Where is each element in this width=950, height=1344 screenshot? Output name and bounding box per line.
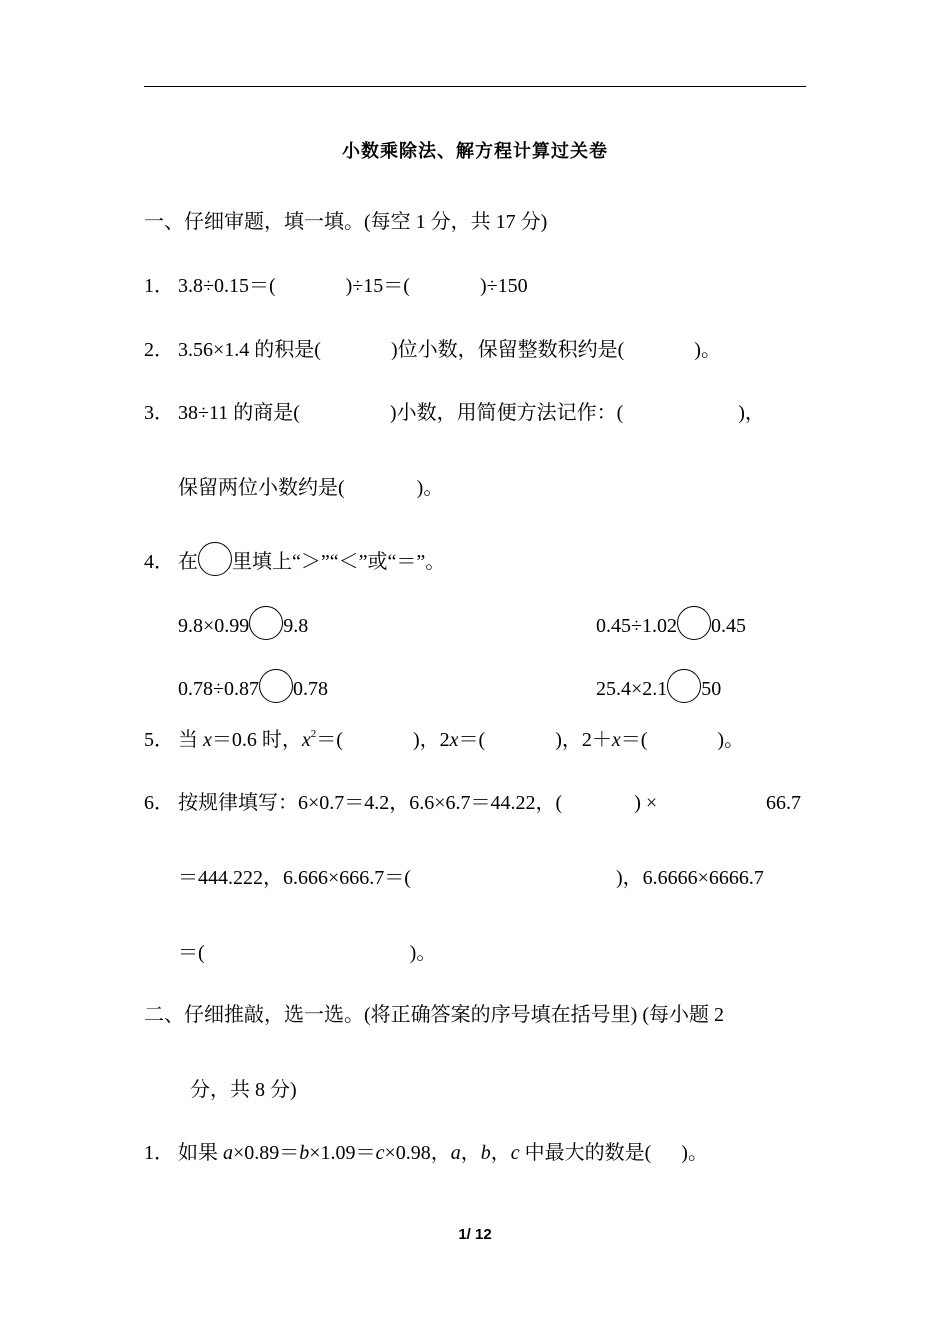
question-6: 6． 按规律填写：6×0.7＝4.2，6.6×6.7＝44.22，( ) × [144,792,658,814]
question-number: 4． [144,551,174,573]
question-6-line3: ＝( )。 [178,942,437,964]
question-1: 1． 3.8÷0.15＝( )÷15＝( )÷150 [144,275,528,297]
question-number: 1． [144,275,174,297]
section2-heading-line2: 分，共 8 分) [190,1079,297,1101]
question-3-line2: 保留两位小数约是( )。 [178,477,444,499]
page-title: 小数乘除法、解方程计算过关卷 [342,141,608,162]
section2-heading: 二、仔细推敲，选一选。(将正确答案的序号填在括号里) (每小题 2 [144,1004,724,1026]
question-number: 6． [144,792,174,814]
question-number: 3． [144,402,174,424]
question-6-line2: ＝444.222，6.666×666.7＝( )，6.6666×6666.7 [178,867,764,889]
answer-circle[interactable] [677,606,711,640]
compare-item: 0.78÷0.87 0.78 [178,669,328,703]
compare-item: 0.45÷1.02 0.45 [596,606,746,640]
question-number: 5． [144,729,174,751]
compare-item: 25.4×2.1 50 [596,669,721,703]
header-rule [144,86,806,87]
question-2: 2． 3.56×1.4 的积是( )位小数，保留整数积约是( )。 [144,339,721,361]
compare-circle-icon [198,542,232,576]
question-5: 5． 当 x＝0.6 时，$x^2=$( )，2x＝( )，2＋x＝( )。 [144,728,745,751]
section1-heading: 一、仔细审题，填一填。(每空 1 分，共 17 分) [144,211,548,233]
question-6-tail: 66.7 [766,792,801,814]
question-number: 2． [144,339,174,361]
question-4: 4． 在 里填上“＞”“＜”或“＝”。 [144,542,445,576]
compare-item: 9.8×0.99 9.8 [178,606,308,640]
question-3: 3． 38÷11 的商是( )小数，用简便方法记作：( )， [144,402,765,424]
page-number: 1/ 12 [458,1226,492,1243]
answer-circle[interactable] [249,606,283,640]
s2-question-1: 1． 如果 a×0.89＝b×1.09＝c×0.98，a，b，c 中最大的数是( )。 [144,1142,708,1164]
answer-circle[interactable] [667,669,701,703]
answer-circle[interactable] [259,669,293,703]
question-number: 1． [144,1142,174,1164]
